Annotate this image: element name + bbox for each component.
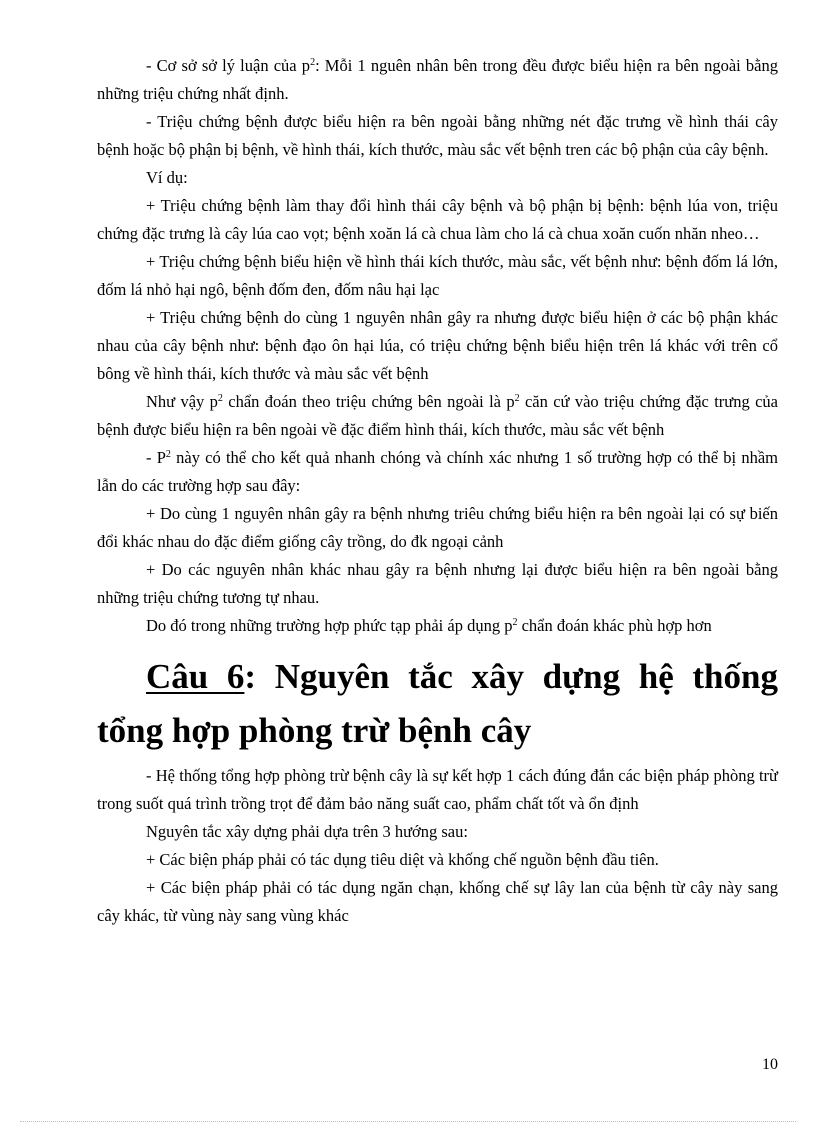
paragraph-case-similar-symptoms: + Do các nguyên nhân khác nhau gây ra bệnh nhưng lại được biểu hiện ra bên ngoài bằng những triệu chứng tương tự nhau. bbox=[97, 560, 778, 607]
heading-text: : Nguyên tắc xây dựng hệ thống tổng hợp phòng trừ bệnh cây bbox=[97, 657, 778, 750]
paragraph-principles-intro: Nguyên tắc xây dựng phải dựa trên 3 hướng sau: bbox=[146, 822, 468, 841]
paragraph-system-definition: - Hệ thống tổng hợp phòng trừ bệnh cây là sự kết hợp 1 cách đúng đắn các biện pháp phòng trừ trong suốt quá trình trồng trọt để đảm bảo năng suất cao, phẩm chất tốt và ổn định bbox=[97, 766, 778, 813]
section-heading bbox=[97, 650, 778, 758]
paragraph-theory-basis: - Cơ sở sở lý luận của $p^2$: Mỗi 1 nguên nhân bên trong đều được biểu hiện ra bên ngoài bằng những triệu chứng nhất định. bbox=[97, 56, 778, 103]
paragraph-symptom-expression: - Triệu chứng bệnh được biểu hiện ra bên ngoài bằng những nét đặc trưng về hình thái cây bệnh hoặc bộ phận bị bệnh, về hình thái, kích thước, màu sắc vết bệnh tren các bộ phận của cây bệnh. bbox=[97, 112, 778, 159]
paragraph-example-same-cause: + Triệu chứng bệnh do cùng 1 nguyên nhân gây ra nhưng được biểu hiện ở các bộ phận khác nhau của cây bệnh như: bệnh đạo ôn hại lúa, có triệu chứng bệnh biểu hiện trên lá khác với trên cổ bông về hình thái, kích thước và màu sắc vết bệnh bbox=[97, 308, 778, 383]
paragraph-principle-1: + Các biện pháp phải có tác dụng tiêu diệt và khống chế nguồn bệnh đầu tiên. bbox=[146, 850, 659, 869]
paragraph-conclusion: Do đó trong những trường hợp phức tạp phải áp dụng $p^2$ chẩn đoán khác phù hợp hơn bbox=[146, 616, 712, 635]
heading-label: Câu 6 bbox=[146, 657, 245, 696]
paragraph-example-label: Ví dụ: bbox=[146, 168, 188, 187]
paragraph-method-summary: Như vậy $p^2$ chẩn đoán theo triệu chứng bên ngoài là $p^2$ căn cứ vào triệu chứng đặc trưng của bệnh được biểu hiện ra bên ngoài về đặc điểm hình thái, kích thước, màu sắc vết bệnh bbox=[97, 392, 778, 439]
paragraph-principle-2: + Các biện pháp phải có tác dụng ngăn chạn, khống chế sự lây lan của bệnh từ cây này sang cây khác, từ vùng này sang vùng khác bbox=[97, 878, 778, 925]
paragraph-example-size-color: + Triệu chứng bệnh biểu hiện về hình thái kích thước, màu sắc, vết bệnh như: bệnh đốm lá lớn, đốm lá nhỏ hại ngô, bệnh đốm đen, đốm nâu hại lạc bbox=[97, 252, 778, 299]
paragraph-case-variation: + Do cùng 1 nguyên nhân gây ra bệnh nhưng triêu chứng biểu hiện ra bên ngoài lại có sự biến đổi khác nhau do đặc điểm giống cây trồng, do đk ngoại cảnh bbox=[97, 504, 778, 551]
paragraph-example-shape-change: + Triệu chứng bệnh làm thay đổi hình thái cây bệnh và bộ phận bị bệnh: bệnh lúa von, triệu chứng đặc trưng là cây lúa cao vọt; bệnh xoăn lá cà chua làm cho lá cà chua xoăn cuốn nhăn nheo… bbox=[97, 196, 778, 243]
page-bottom-divider bbox=[20, 1121, 796, 1122]
page-number: 10 bbox=[762, 1056, 778, 1073]
paragraph-method-limitations: - $P^2$ này có thể cho kết quả nhanh chóng và chính xác nhưng 1 số trường hợp có thể bị nhầm lẫn do các trường hợp sau đây: bbox=[97, 448, 779, 495]
page-content bbox=[97, 52, 778, 930]
